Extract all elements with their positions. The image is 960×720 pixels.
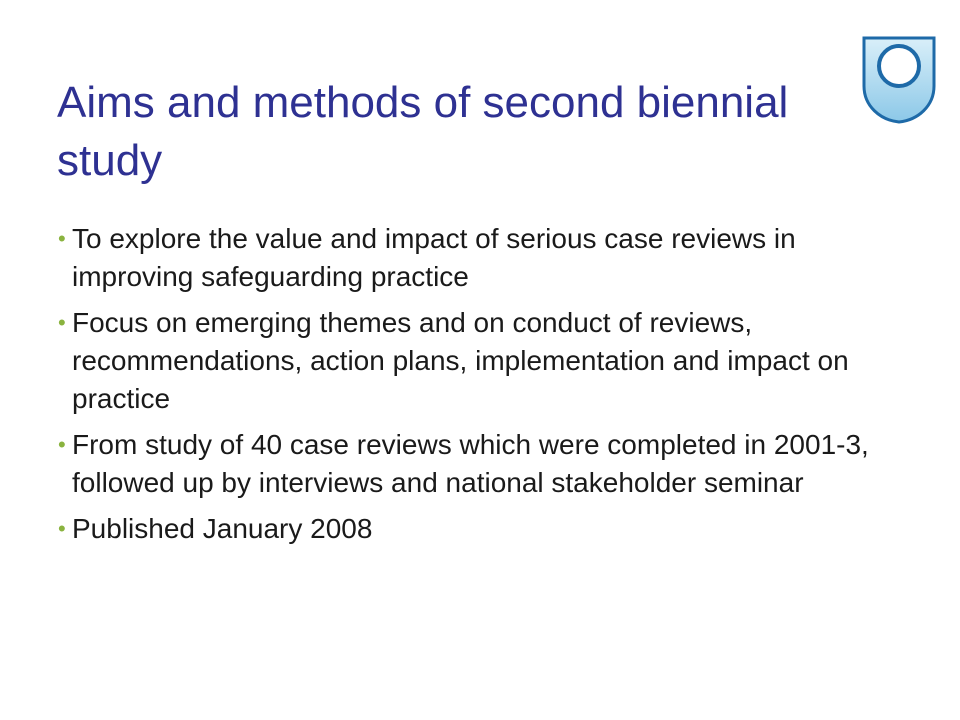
bullet-list bbox=[58, 220, 918, 556]
bullet-text: Focus on emerging themes and on conduct of reviews, recommendations, action plans, implementation and impact on practice bbox=[72, 307, 849, 414]
bullet-marker: • bbox=[58, 226, 66, 251]
bullet-item bbox=[58, 426, 918, 502]
bullet-marker: • bbox=[58, 516, 66, 541]
shield-logo-icon bbox=[860, 34, 938, 126]
bullet-text: From study of 40 case reviews which were completed in 2001-3, followed up by interviews and national stakeholder seminar bbox=[72, 429, 869, 498]
bullet-item bbox=[58, 304, 918, 418]
bullet-text: To explore the value and impact of serious case reviews in improving safeguarding practice bbox=[72, 223, 796, 292]
bullet-text: Published January 2008 bbox=[72, 513, 373, 544]
bullet-marker: • bbox=[58, 310, 66, 335]
shield-ring bbox=[879, 46, 919, 86]
slide-title: Aims and methods of second biennial study bbox=[57, 78, 789, 185]
bullet-item bbox=[58, 220, 918, 296]
bullet-item bbox=[58, 510, 918, 548]
bullet-marker: • bbox=[58, 432, 66, 457]
